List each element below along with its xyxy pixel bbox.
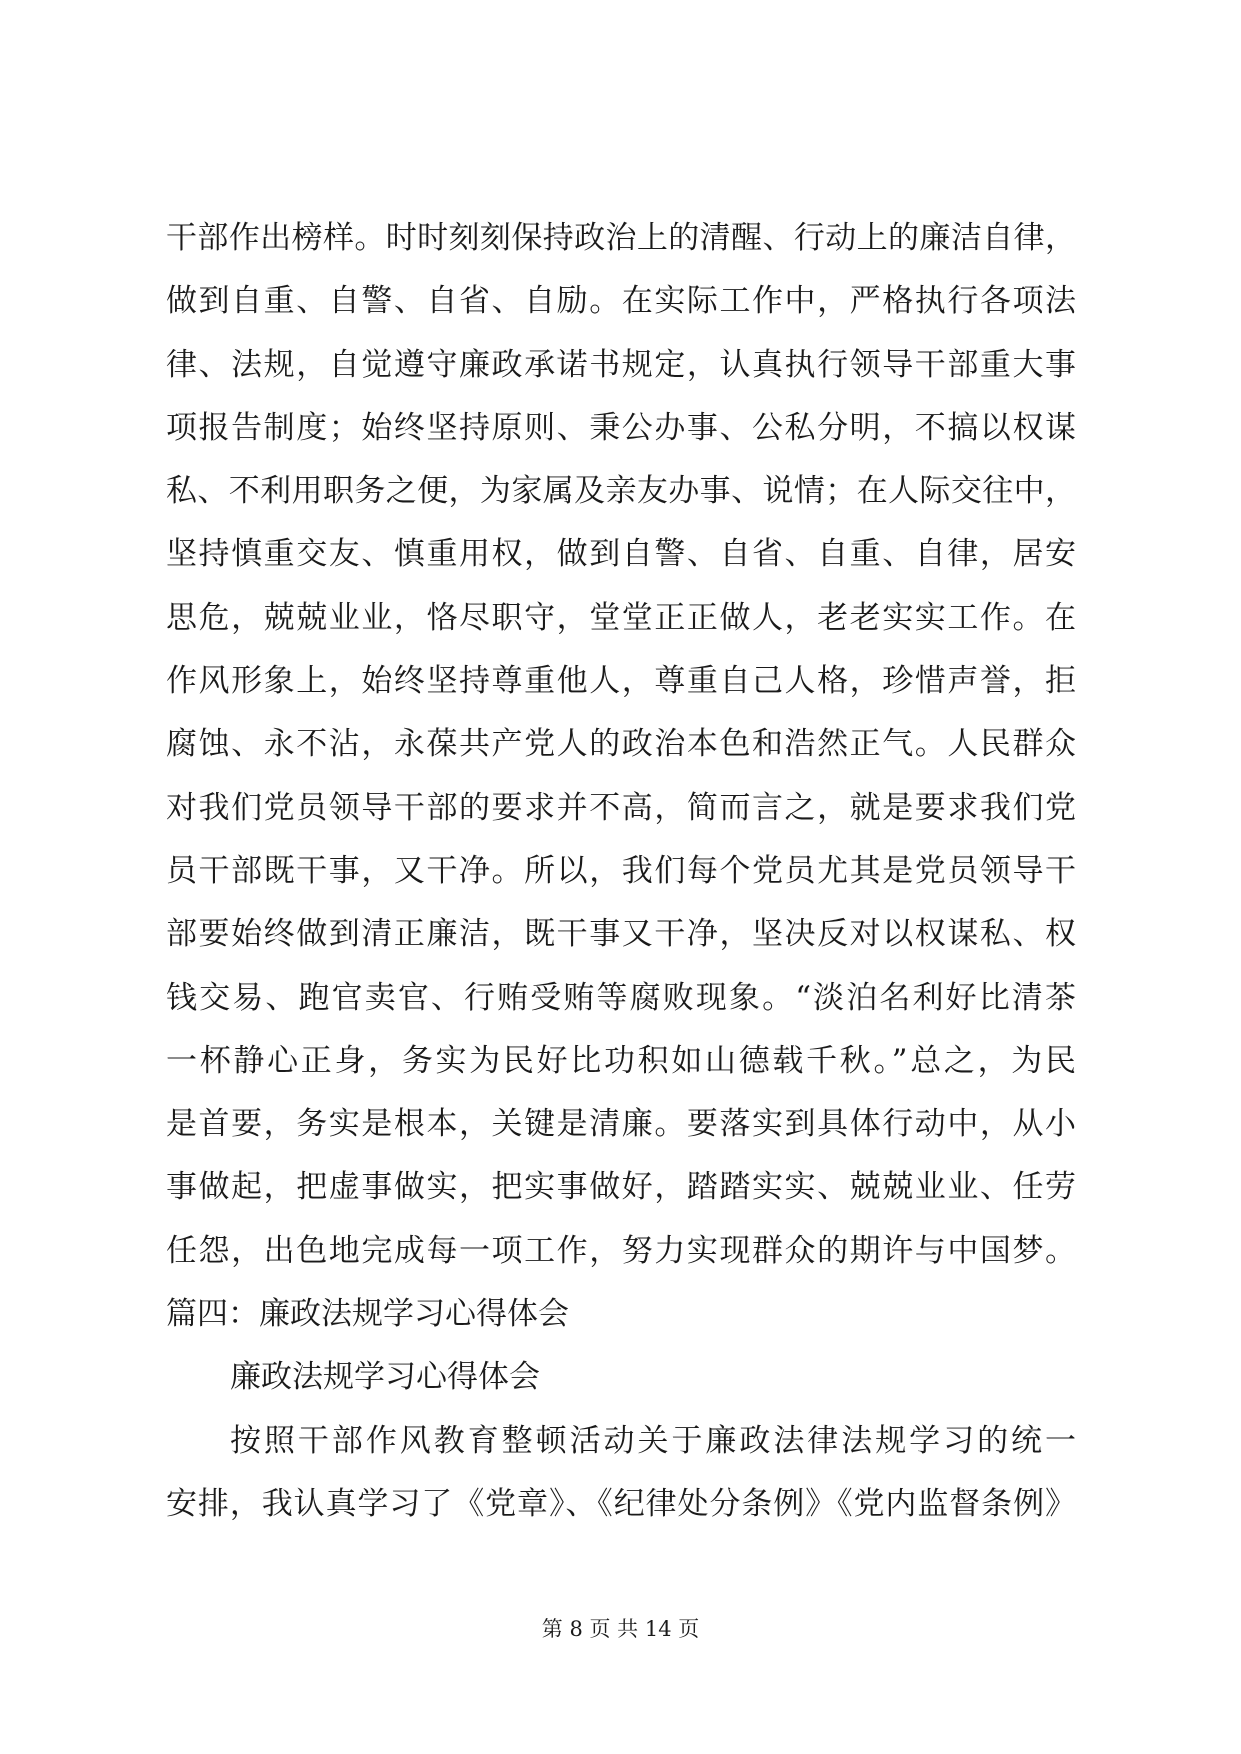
text-line: 部要始终做到清正廉洁，既干事又干净，坚决反对以权谋私、权 <box>166 916 1076 953</box>
section-heading: 篇四：廉政法规学习心得体会 <box>166 1296 569 1333</box>
text-line: 腐蚀、永不沾，永葆共产党人的政治本色和浩然正气。人民群众 <box>166 726 1076 763</box>
body-text <box>166 207 1076 1536</box>
text-line: 安排，我认真学习了《党章》、《纪律处分条例》《党内监督条例》 <box>166 1485 1076 1522</box>
text-line: 干部作出榜样。时时刻刻保持政治上的清醒、行动上的廉洁自律， <box>166 220 1076 256</box>
text-line: 思危，兢兢业业，恪尽职守，堂堂正正做人，老老实实工作。在 <box>166 599 1076 636</box>
text-line: 坚持慎重交友、慎重用权，做到自警、自省、自重、自律，居安 <box>166 536 1076 573</box>
article-subtitle: 廉政法规学习心得体会 <box>230 1359 540 1396</box>
text-line: 做到自重、自警、自省、自励。在实际工作中，严格执行各项法 <box>166 283 1076 320</box>
text-line: 按照干部作风教育整顿活动关于廉政法律法规学习的统一 <box>230 1422 1076 1459</box>
text-line: 是首要，务实是根本，关键是清廉。要落实到具体行动中，从小 <box>166 1106 1076 1143</box>
text-line: 私、不利用职务之便，为家属及亲友办事、说情；在人际交往中， <box>166 473 1076 510</box>
text-line: 项报告制度；始终坚持原则、秉公办事、公私分明，不搞以权谋 <box>166 409 1076 446</box>
text-line: 律、法规，自觉遵守廉政承诺书规定，认真执行领导干部重大事 <box>166 346 1076 383</box>
text-line: 对我们党员领导干部的要求并不高，简而言之，就是要求我们党 <box>166 789 1076 826</box>
text-line: 事做起，把虚事做实，把实事做好，踏踏实实、兢兢业业、任劳 <box>166 1169 1076 1206</box>
text-line: 员干部既干事，又干净。所以，我们每个党员尤其是党员领导干 <box>166 852 1076 889</box>
text-line: 一杯静心正身，务实为民好比功积如山德载千秋。”总之，为民 <box>166 1042 1076 1079</box>
text-line: 作风形象上，始终坚持尊重他人，尊重自己人格，珍惜声誉，拒 <box>166 663 1076 700</box>
text-line: 钱交易、跑官卖官、行贿受贿等腐败现象。“淡泊名利好比清茶 <box>166 979 1076 1016</box>
page-number: 第 8 页 共 14 页 <box>541 1617 700 1641</box>
text-line: 任怨，出色地完成每一项工作，努力实现群众的期许与中国梦。 <box>166 1232 1076 1269</box>
